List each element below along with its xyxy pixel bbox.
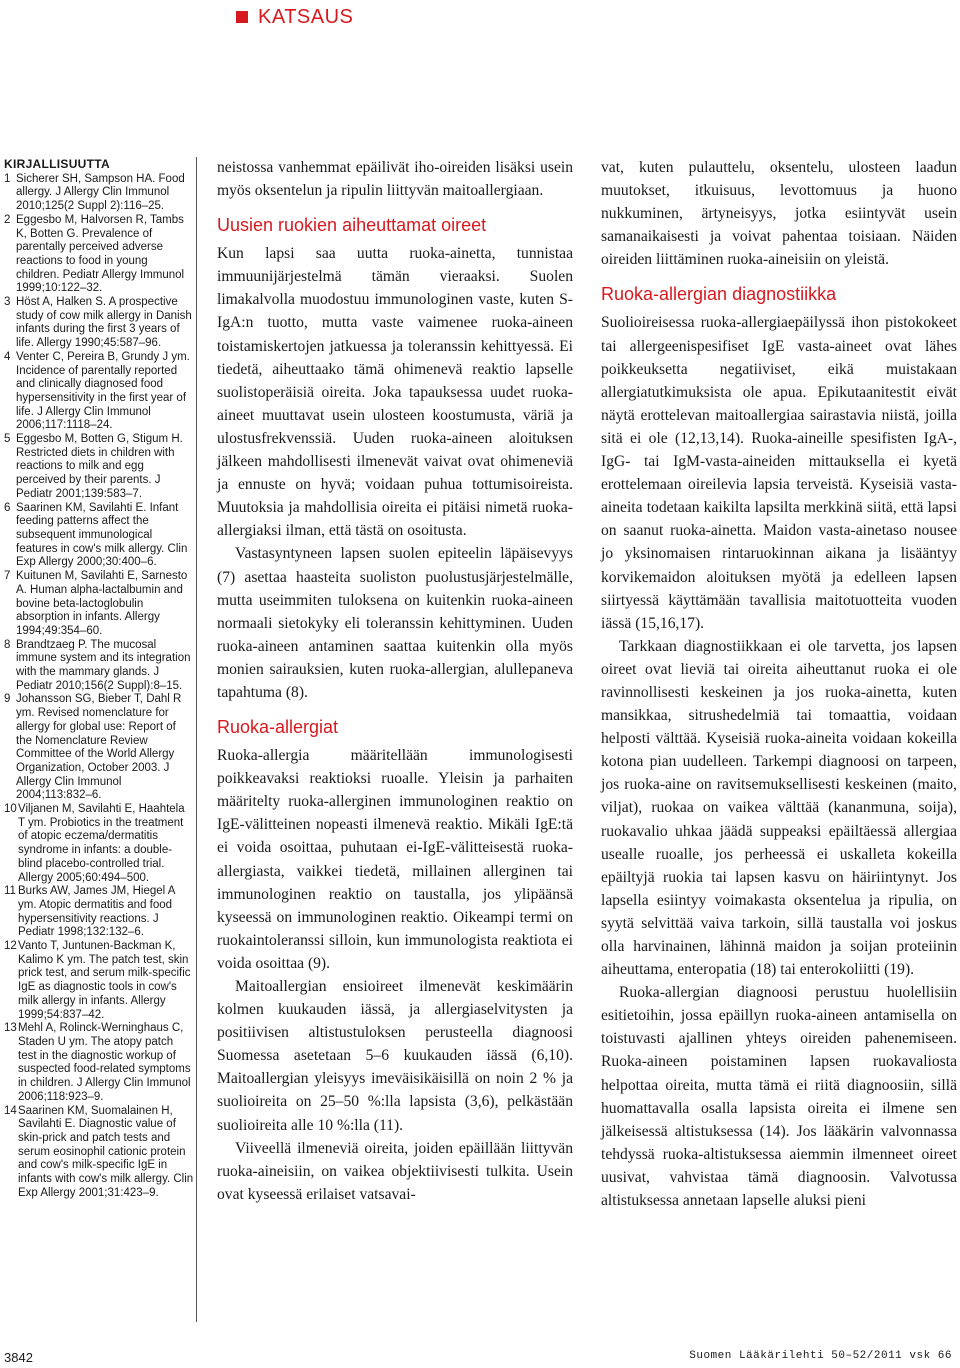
reference-text: Johansson SG, Bieber T, Dahl R ym. Revised nomenclature for allergy for global use: Report of the Nomenclature Review Committee of the World Allergy Organization, October 2003. J Allergy Clin Immunol 2004;113:832–6. xyxy=(16,693,182,802)
reference-item xyxy=(4,940,194,1022)
reference-item xyxy=(4,693,194,803)
reference-item xyxy=(4,214,194,296)
section-marker-square xyxy=(236,11,248,23)
reference-text: Saarinen KM, Savilahti E. Infant feeding patterns affect the subsequent immunological features in cow's milk allergy. Clin Exp Allergy 2000;30:400–6. xyxy=(16,501,188,569)
paragraph: Kun lapsi saa uutta ruoka-ainetta, tunnistaa immuunijärjestelmä tämän vieraaksi. Suolen limakalvolla muodostuu immunologinen vaste, kuten S-IgA:n tuotto, mutta vaste vaimenee ruoka-aineen toistamiskertojen jatkuessa ja toleranssin kehittyessä. Ei tiedetä, aiheuttaako tämä ohimenevä reaktio lapselle suolistoperäisiä oireita. Joka tapauksessa uudet ruoka-aineet muuttavat usein ulosteen koostumusta, väriä ja ulostusfrekvenssiä. Uuden ruoka-aineen aloituksen jälkeen mahdollisesti ilmenevät vaivat ovat ohimeneviä ja ennuste on hyvä; voidaan puhua tottumisoireista. Muutoksia ja mahdollisia oireita ei pitäisi nimetä ruoka-allergiaksi ilman, että tästä on osoitusta. xyxy=(217,245,573,540)
reference-item xyxy=(4,639,194,694)
paragraph: Suolioireisessa ruoka-allergiaepäilyssä ihon pistokokeet tai allergeenispesifiset IgE vasta-aineet ovat lähes poikkeuksetta negatiiviset, eikä muistakaan allergiatutkimuksista ole apua. Epikutaanitestit eivät näytä erottelevan maitoallergiaa sairastavia niistä, joilla sitä ei ole (12,13,14). Ruoka-aineille spesifisten IgA-, IgG- tai IgM-vasta-aineiden mittauksella ei kyetä erottelemaan oireilevia lapsia terveistä. Kyseisiä vasta-aineita todetaan kaikilta lapsilta merkkinä siitä, että lapsi on saanut ruoka-ainetta. Maidon vasta-ainetaso nousee jo yksinomaisen rintaruokinnan aikana ja lisääntyy korvikemaidon aloituksen myötä ja edelleen lapsen siirtyessä käyttämään tavallisia maitotuotteita vuoden iässä (15,16,17). xyxy=(601,314,957,632)
paragraph: Viiveellä ilmeneviä oireita, joiden epäillään liittyvän ruoka-aineisiin, on vaikea objektiivisesti tulkita. Usein ovat kyseessä erilaiset vatsavai- xyxy=(217,1139,573,1203)
paragraph: Maitoallergian ensioireet ilmenevät keskimäärin kolmen kuukauden iässä, ja allergiaselvitysten ja positiivisen altistustuloksen perusteella diagnoosi Suomessa asetetaan 5–6 kuukauden iässä (6,10). Maitoallergian yleisyys imeväisikäisillä on noin 2 % ja suolioireita on 25–50 %:lla lapsista (3,6), pelkästään suolioireita alle 10 %:lla (11). xyxy=(217,978,573,1134)
section-header xyxy=(236,4,353,30)
reference-item xyxy=(4,502,194,571)
reference-number: 9 xyxy=(4,693,11,706)
reference-item xyxy=(4,433,194,502)
reference-text: Saarinen KM, Suomalainen H, Savilahti E. Diagnostic value of skin-prick and patch tests and serum eosinophil cationic protein and cow's milk-specific IgE in infants with cow's milk allergy. Clin Exp Allergy 2001;31:423–9. xyxy=(18,1104,194,1199)
reference-number: 8 xyxy=(4,638,11,651)
paragraph: vat, kuten pulauttelu, oksentelu, ulosteen laadun muutokset, itkuisuus, levottomuus ja huono nukkuminen, ärtyneisyys, jotka esiintyvät usein samanaikaisesti ja voivat pahentaa toisiaan. Näiden oireiden liittäminen ruoka-aineisiin on yleistä. xyxy=(601,159,957,269)
reference-item xyxy=(4,1022,194,1104)
paragraph: Ruoka-allergian diagnoosi perustuu huolellisiin esitietoihin, jossa epäillyn ruoka-aineen antamisella on toistuvasti ajallinen yhteys oireiden pahenemiseen. Ruoka-aineen poistaminen lapsen ruokavaliosta helpottaa oireita, mutta tämä ei riitä diagnoosiin, sillä huomattavalla osalla lapsista oireita ei ilmene sen jälkeisessä altistuksessa (14). Jos lääkärin valvonnassa tehdyssä ruoka-altistuksessa aiemmin ilmenneet oireet uusivat, vahvistaa tämä diagnoosin. Valvotussa altistuksessa annetaan lapselle aluksi pieni xyxy=(601,984,957,1210)
references-title: KIRJALLISUUTTA xyxy=(4,157,110,171)
section-heading: Ruoka-allergiat xyxy=(217,717,339,738)
section-title: KATSAUS xyxy=(258,5,354,28)
reference-text: Brandtzaeg P. The mucosal immune system and its integration with the mammary glands. J Pediatr 2010;156(2 Suppl):8–15. xyxy=(16,638,191,692)
reference-number: 2 xyxy=(4,213,11,226)
reference-text: Mehl A, Rolinck-Werninghaus C, Staden U ym. The atopy patch test in the diagnostic workup of suspected food-related symptoms in children. J Allergy Clin Immunol 2006;118:923–9. xyxy=(18,1022,191,1103)
reference-item xyxy=(4,351,194,433)
reference-number: 3 xyxy=(4,296,11,309)
section-heading: Uusien ruokien aiheuttamat oireet xyxy=(217,215,487,236)
reference-text: Kuitunen M, Savilahti E, Sarnesto A. Human alpha-lactalbumin and bovine beta-lactoglobulin absorption in infants. Allergy 1994;49:354–60. xyxy=(16,570,188,637)
reference-text: Sicherer SH, Sampson HA. Food allergy. J Allergy Clin Immunol 2010;125(2 Suppl 2):116–25. xyxy=(16,172,185,213)
references-list xyxy=(4,158,194,1200)
reference-number: 7 xyxy=(4,570,11,583)
reference-item xyxy=(4,1105,194,1201)
paragraph: neistossa vanhemmat epäilivät iho-oireiden lisäksi usein myös oksentelun ja ripulin liittyvän maitoallergiaan. xyxy=(217,159,573,200)
reference-text: Eggesbo M, Botten G, Stigum H. Restricted diets in children with reactions to milk and egg perceived by their parents. J Pediatr 2001;139:583–7. xyxy=(16,433,183,500)
reference-number: 6 xyxy=(4,501,11,514)
reference-text: Burks AW, James JM, Hiegel A ym. Atopic dermatitis and food hypersensitivity reactions. J Pediatr 1998;132:132–6. xyxy=(18,885,175,939)
reference-number: 12 xyxy=(4,940,17,953)
reference-text: Eggesbo M, Halvorsen R, Tambs K, Botten G. Prevalence of parentally perceived adverse reactions to food in young children. Pediatr Allergy Immunol 1999;10:122–32. xyxy=(16,213,185,295)
journal-footer: Suomen Lääkärilehti 50–52/2011 vsk 66 xyxy=(689,1350,952,1362)
reference-number: 13 xyxy=(4,1022,17,1035)
page-number: 3842 xyxy=(4,1350,33,1365)
reference-text: Venter C, Pereira B, Grundy J ym. Incidence of parentally reported and clinically diagnosed food hypersensitivity in the first year of life. J Allergy Clin Immunol 2006;117:1118–24. xyxy=(16,350,190,432)
reference-item xyxy=(4,296,194,351)
reference-number: 10 xyxy=(4,803,17,816)
article-column-1 xyxy=(217,156,573,1206)
reference-item xyxy=(4,803,194,885)
reference-text: Höst A, Halken S. A prospective study of cow milk allergy in Danish infants during the first 3 years of life. Allergy 1990;45:587–96. xyxy=(16,296,192,350)
column-divider xyxy=(196,157,197,1322)
paragraph: Tarkkaan diagnostiikkaan ei ole tarvetta, jos lapsen oireet ovat lieviä tai oireita aiheuttanut ruoka ei ole ravinnollisesti keskeinen ja jos ruoka-ainetta, kuten mansikkaa, sitrushedelmiä tai tomaattia, voidaan helposti välttää. Kyseisiä ruoka-aineita voidaan kokeilla kotona pian uudelleen. Tarkempi diagnoosi on tarpeen, jos ruoka-aine on ravitsemuksellisesti keskeinen (maito, viljat), ruokaa on vaikea välttää (kananmuna, soija), ruokavalio uhkaa jäädä suppeaksi epäiltäessä allergiaa usealle ruoalle, jos perheessä ei uskalleta kokeilla epäiltyjä ruokia tai lapsen kasvu on häiriintynyt. Jos lapsella esiintyy voimakasta oksentelua ja ripulia, on syytä selvittää vaiva tarkoin, sillä taustalla voi joskus olla harvinainen, lähinnä maidon ja soijan proteiinin aiheuttama, enteropatia (18) tai enterokoliitti (19). xyxy=(601,637,957,979)
reference-number: 1 xyxy=(4,172,11,185)
reference-item xyxy=(4,885,194,940)
reference-item xyxy=(4,570,194,639)
reference-number: 5 xyxy=(4,433,11,446)
reference-number: 4 xyxy=(4,350,11,363)
section-heading: Ruoka-allergian diagnostiikka xyxy=(601,284,837,305)
article-column-2 xyxy=(601,156,957,1212)
reference-text: Viljanen M, Savilahti E, Haahtela T ym. Probiotics in the treatment of atopic eczema/dermatitis syndrome in infants: a double-blind placebo-controlled trial. Allergy 2005;60:494–500. xyxy=(18,803,185,884)
reference-text: Vanto T, Juntunen-Backman K, Kalimo K ym. The patch test, skin prick test, and serum milk-specific IgE as diagnostic tools in cow's milk allergy in infants. Allergy 1999;54:837–42. xyxy=(18,940,191,1021)
reference-number: 14 xyxy=(4,1104,17,1117)
paragraph: Ruoka-allergia määritellään immunologisesti poikkeavaksi reaktioksi ruoalle. Yleisin ja parhaiten määritelty ruoka-allerginen immunologinen reaktio on IgE-välitteinen nopeasti ilmenevä reaktio. Mikäli IgE:tä ei voida osoittaa, puhutaan ei-IgE-välitteisestä ruoka-allergiasta, vaikkei tiedetä, millainen allerginen tai immunologinen reaktio on taustalla, jos ylipäänsä kyseessä on immunologinen reaktio. Oikeampi termi on ruokaintoleranssi silloin, kun immunologista reaktiota ei voida osoittaa (9). xyxy=(217,747,573,972)
reference-number: 11 xyxy=(4,885,16,898)
paragraph: Vastasyntyneen lapsen suolen epiteelin läpäisevyys (7) asettaa haasteita suoliston puolustusjärjestelmälle, mutta useimmiten tuloksena on kuitenkin ruoka-aineen normaali sietokyky eli toleranssin kehittyminen. Uuden ruoka-aineen antaminen saattaa kuitenkin olla myös monien sairauksien, kuten ruoka-allergian, alullepaneva tapahtuma (8). xyxy=(217,545,573,701)
reference-item xyxy=(4,173,194,214)
